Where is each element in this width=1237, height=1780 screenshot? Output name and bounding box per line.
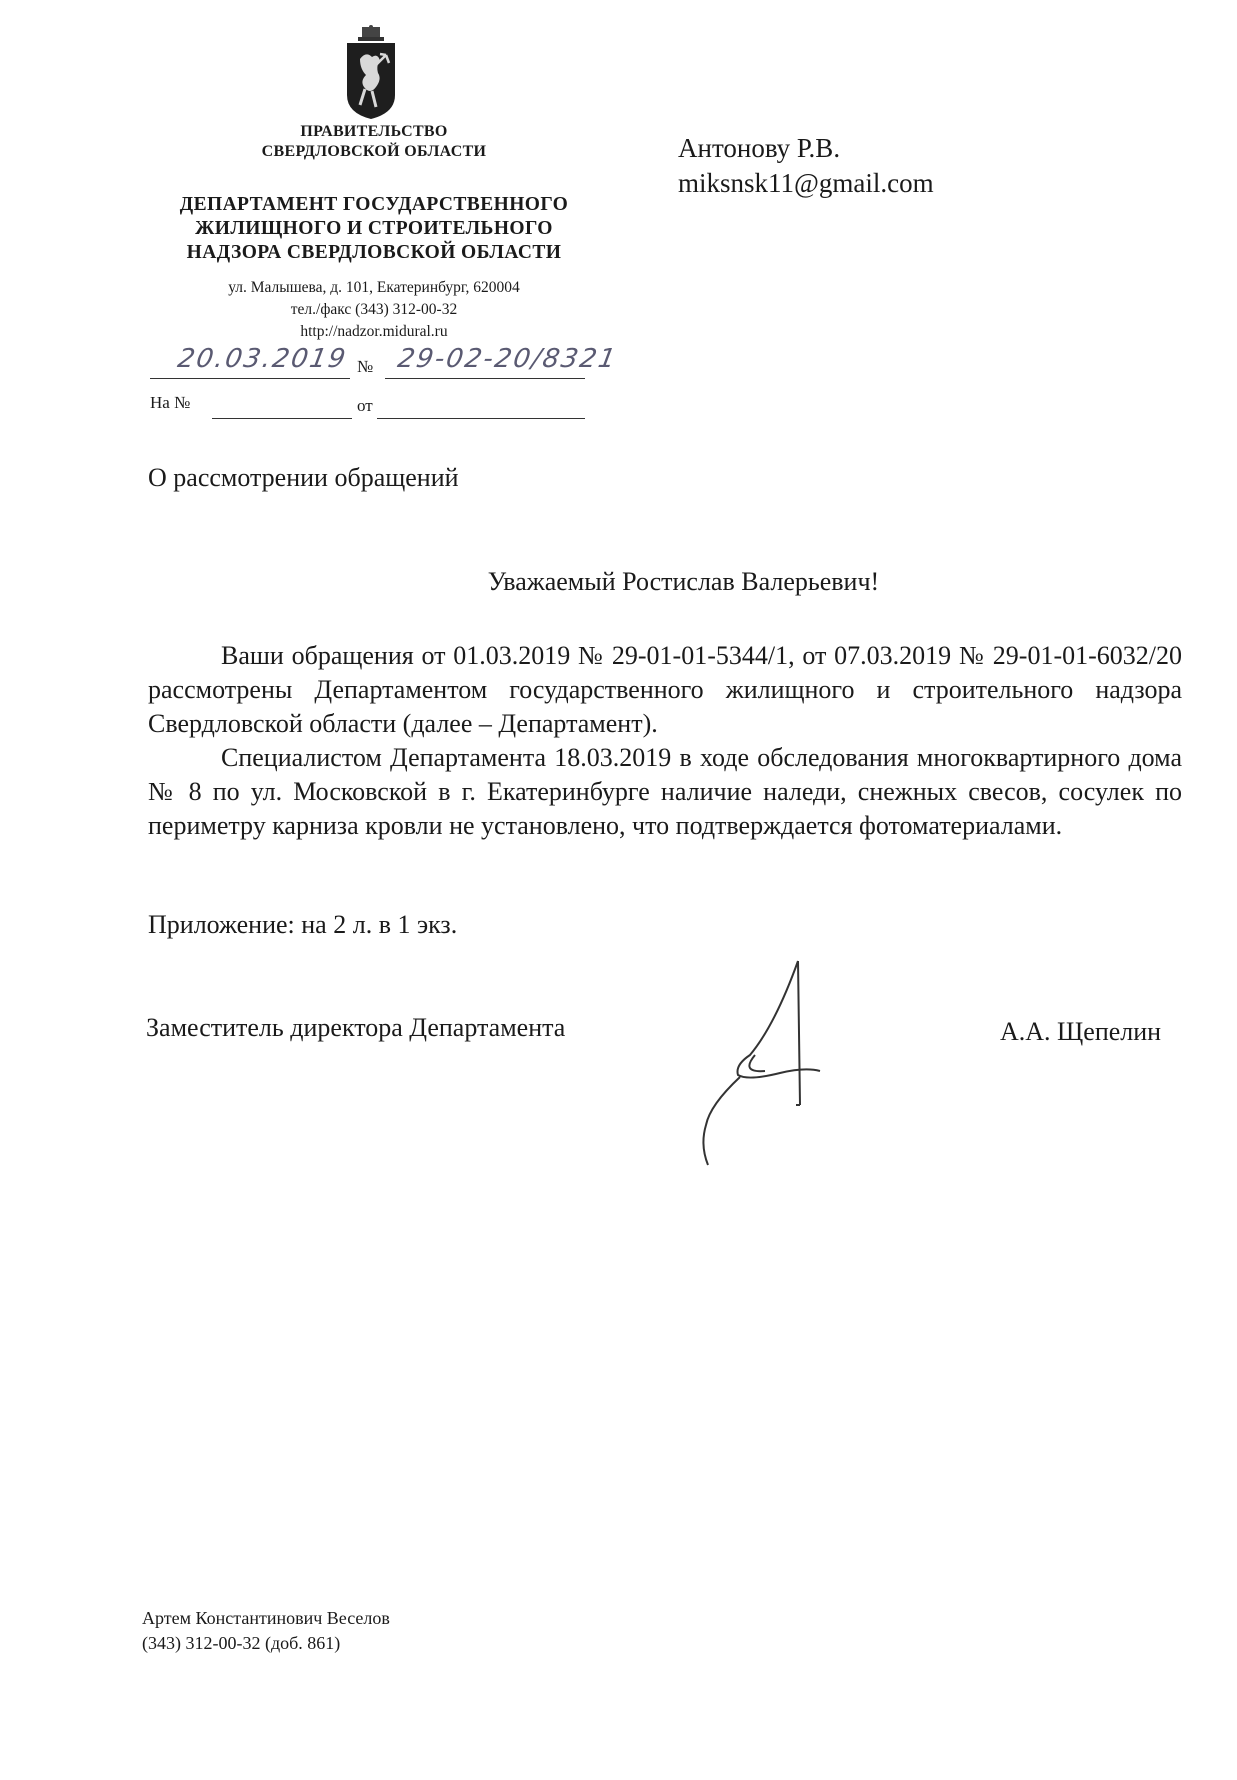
- recipient-name: Антонову Р.В.: [678, 133, 841, 163]
- in-reply-from-label: от: [357, 396, 373, 415]
- letterhead-website: http://nadzor.midural.ru: [300, 323, 448, 340]
- attachment-note: Приложение: на 2 л. в 1 экз.: [148, 910, 458, 939]
- body-paragraph-1: Ваши обращения от 01.03.2019 № 29-01-01-5344/1, от 07.03.2019 № 29-01-01-6032/20 рассмотрены Департаментом государственного жилищного и строительного надзора Свердловской области (далее – Департамент).: [148, 641, 1182, 738]
- letterhead-dept-line2: ЖИЛИЩНОГО И СТРОИТЕЛЬНОГО: [195, 218, 553, 239]
- registration-number-line: [385, 378, 585, 379]
- signatory-name: А.А. Щепелин: [1000, 1017, 1162, 1046]
- letter-greeting: Уважаемый Ростислав Валерьевич!: [487, 567, 880, 596]
- letterhead-dept-line1: ДЕПАРТАМЕНТ ГОСУДАРСТВЕННОГО: [179, 194, 569, 215]
- letter-body: [148, 639, 1182, 843]
- in-reply-from-line: [377, 418, 585, 419]
- in-reply-label: На №: [150, 393, 191, 412]
- registration-number-label: №: [357, 357, 374, 376]
- body-paragraph-2: Специалистом Департамента 18.03.2019 в ходе обследования многоквартирного дома № 8 по ул. Московской в г. Екатеринбурге наличие наледи, снежных свесов, сосулек по периметру карниза кровли не установлено, что подтверждается фотоматериалами.: [148, 743, 1182, 840]
- registration-number: 29-02-20/8321: [395, 344, 620, 374]
- handwritten-signature: [680, 955, 830, 1170]
- signatory-title: Заместитель директора Департамента: [146, 1013, 566, 1042]
- in-reply-line: [212, 418, 352, 419]
- letterhead-dept-line3: НАДЗОРА СВЕРДЛОВСКОЙ ОБЛАСТИ: [186, 242, 562, 263]
- letter-subject: О рассмотрении обращений: [148, 463, 459, 492]
- registration-date: 20.03.2019: [175, 344, 350, 374]
- sverdlovsk-coat-of-arms-icon: [342, 25, 400, 121]
- letterhead-phone: тел./факс (343) 312-00-32: [290, 301, 458, 318]
- registration-date-line: [150, 378, 350, 379]
- executor-name: Артем Константинович Веселов: [142, 1608, 390, 1628]
- letterhead-address: ул. Малышева, д. 101, Екатеринбург, 620004: [228, 279, 520, 296]
- executor-phone: (343) 312-00-32 (доб. 861): [142, 1633, 341, 1653]
- letterhead-org-line1: ПРАВИТЕЛЬСТВО: [300, 123, 448, 140]
- recipient-email: miksnsk11@gmail.com: [678, 168, 934, 198]
- letterhead-org-line2: СВЕРДЛОВСКОЙ ОБЛАСТИ: [261, 143, 487, 160]
